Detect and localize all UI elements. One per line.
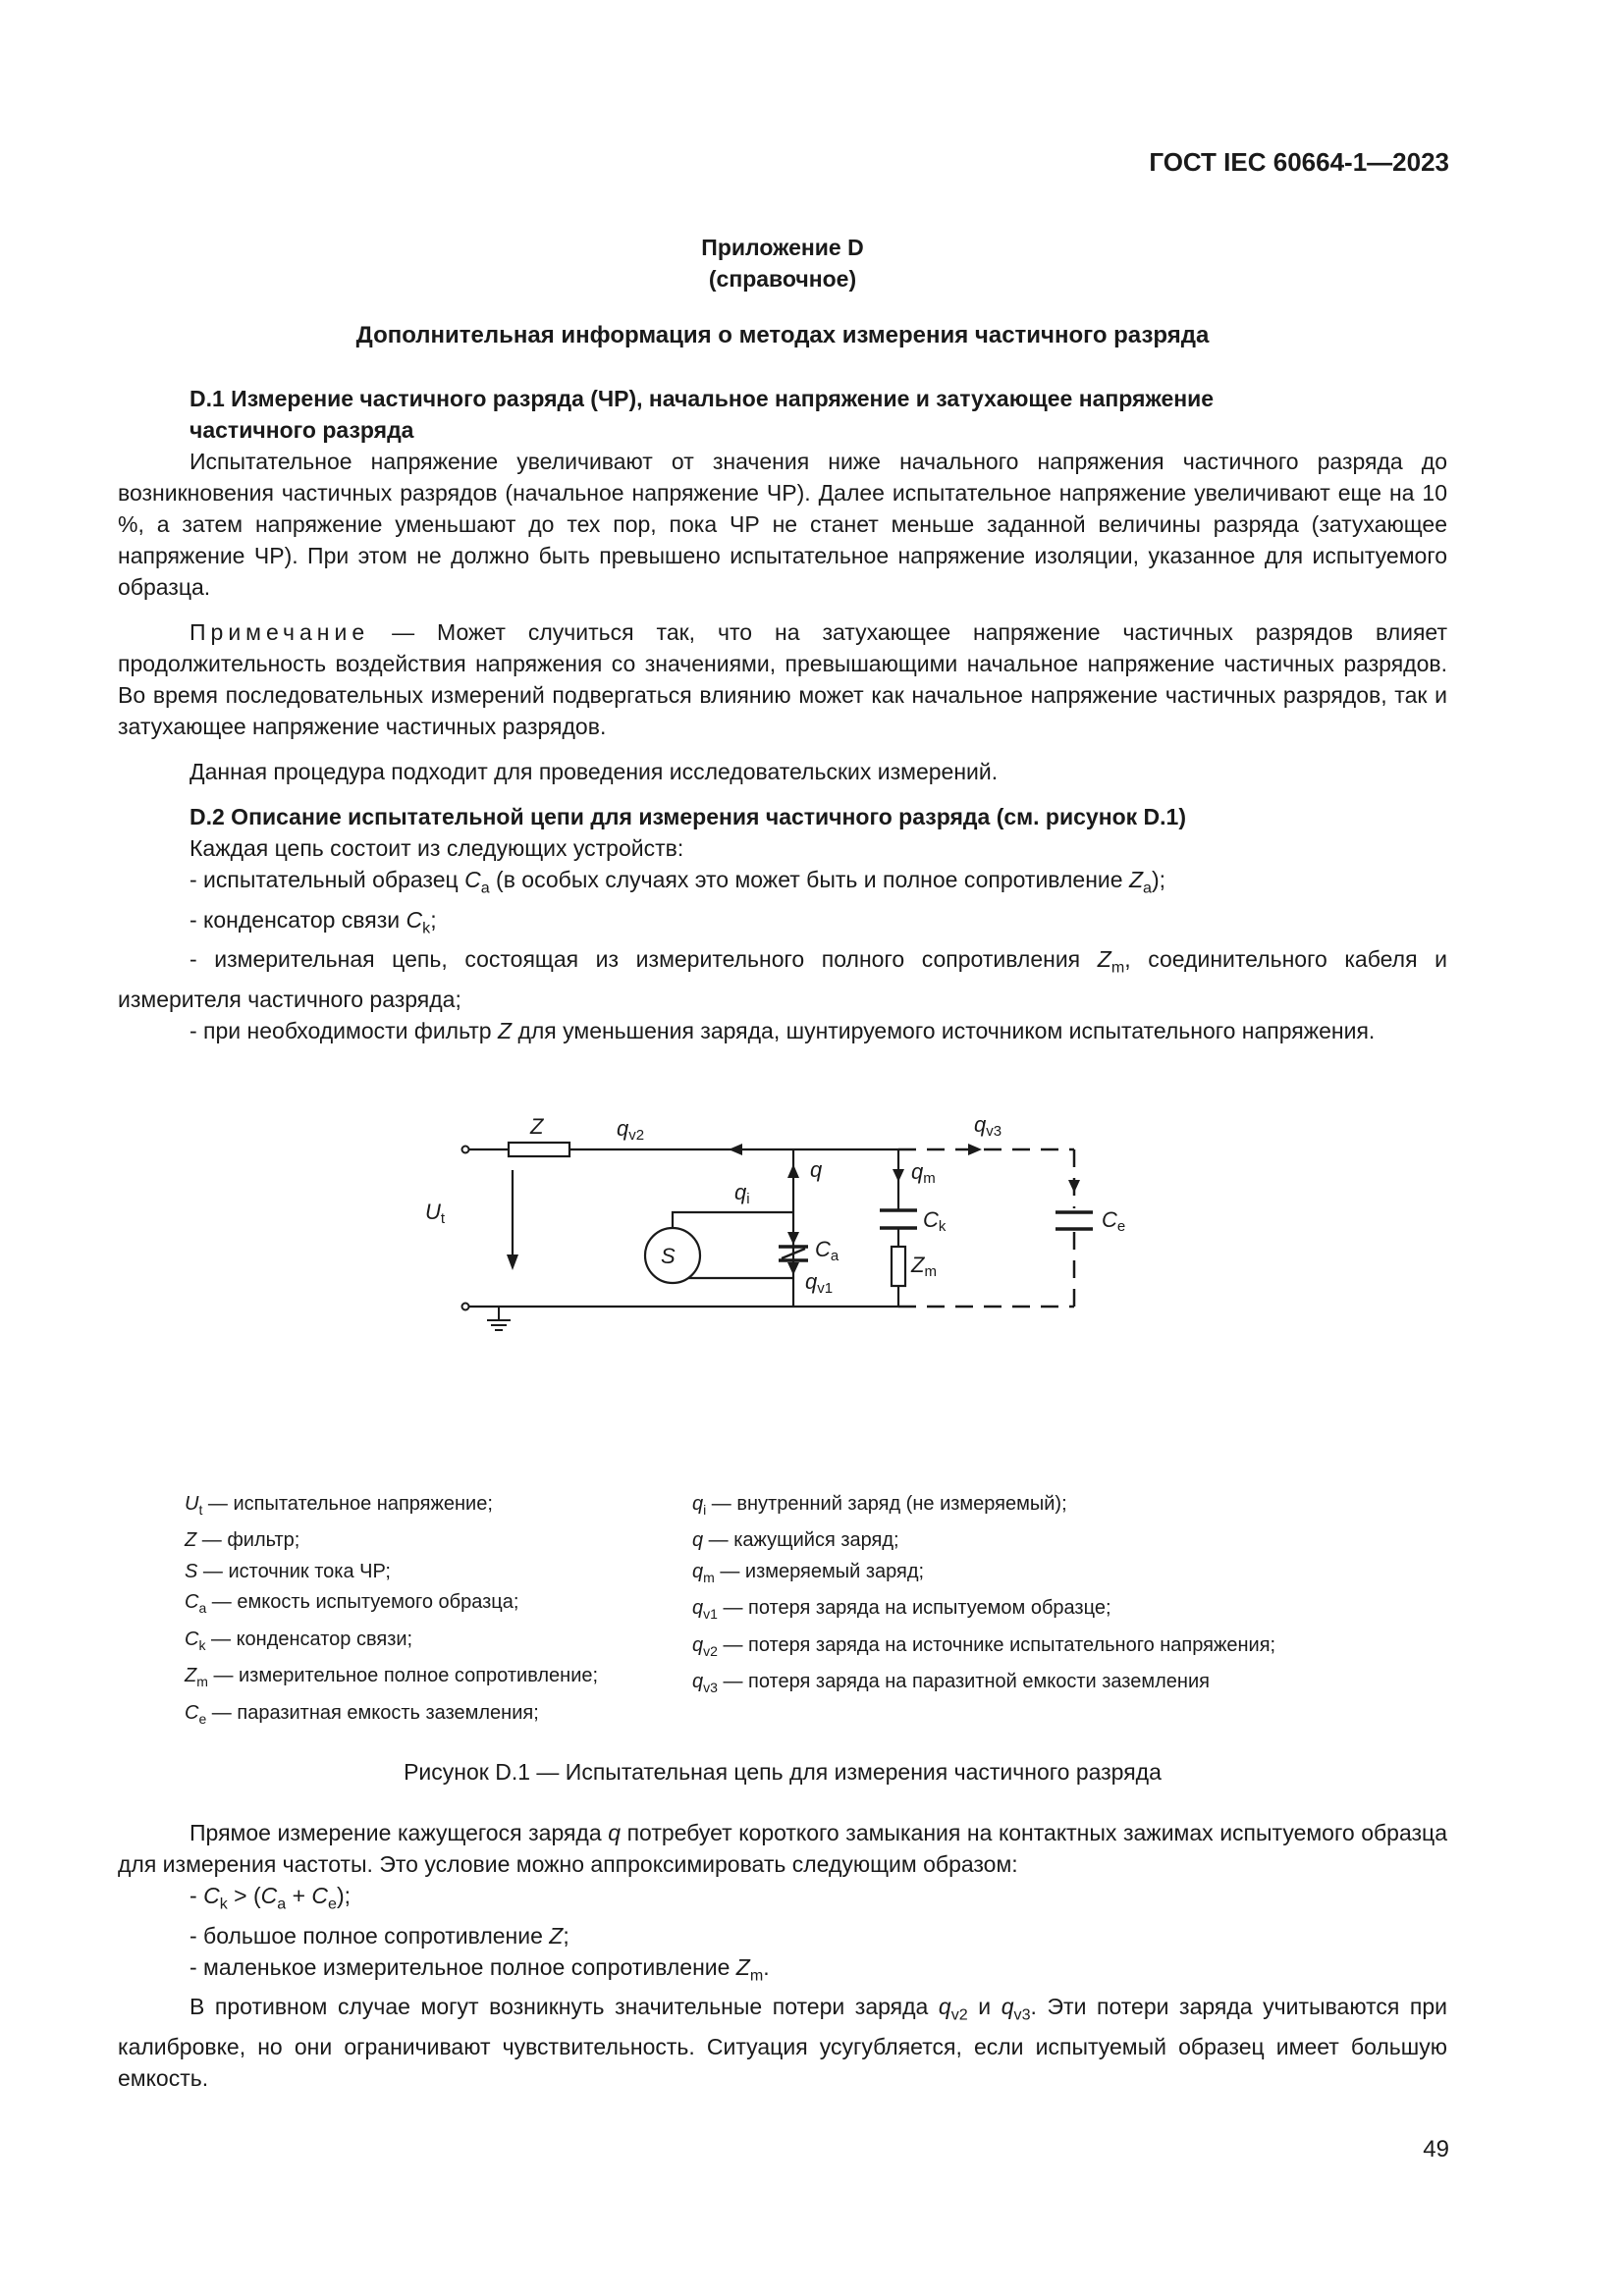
svg-text:Z: Z <box>530 1113 544 1139</box>
svg-text:Ck: Ck <box>923 1206 947 1235</box>
svg-text:qi: qi <box>734 1179 750 1207</box>
svg-text:S: S <box>661 1243 676 1268</box>
d1-title-line2: частичного разряда <box>189 417 414 443</box>
circuit-diagram <box>118 1082 1447 1469</box>
legend-item: S — источник тока ЧР; <box>185 1560 391 1582</box>
d2-item-1: - испытательный образец $C_a$ (в особых случаях это может быть и полное сопротивление $Z_a$); <box>189 867 1166 897</box>
terminal-top <box>462 1146 469 1152</box>
annex-type: (справочное) <box>708 266 857 292</box>
measuring-impedance <box>892 1247 905 1286</box>
condition-3: - маленькое измерительное полное сопротивление $Z_m$. <box>189 1953 770 1985</box>
legend-column-2 <box>692 1489 1281 1735</box>
wires <box>465 1149 898 1307</box>
annex-title: Приложение D <box>701 235 864 260</box>
figure-caption: Рисунок D.1 — Испытательная цепь для измерения частичного разряда <box>404 1759 1162 1786</box>
svg-text:Zm: Zm <box>911 1252 937 1280</box>
stray-capacitor <box>1056 1212 1093 1229</box>
d2-intro: Каждая цепь состоит из следующих устройств: <box>189 835 684 861</box>
figure-legend <box>118 1489 1447 1735</box>
d1-paragraph-2: Данная процедура подходит для проведения исследовательских измерений. <box>189 759 999 784</box>
after-paragraph-2: В противном случае могут возникнуть значительные потери заряда $q_{v2}$ и $q_{v3}$. Эти потери заряда учитываются при калибровке, но они ограничивают чувствительность. Ситуация усугубляется, если испытуемый образец имеет большую емкость. <box>118 1994 1447 2092</box>
svg-text:qv1: qv1 <box>805 1268 834 1297</box>
svg-text:qm: qm <box>911 1158 936 1187</box>
legend-item: q — кажущийся заряд; <box>692 1529 899 1552</box>
filter-resistor <box>509 1143 569 1156</box>
d1-title-line1: D.1 Измерение частичного разряда (ЧР), начальное напряжение и затухающее напряжение <box>189 386 1215 411</box>
note-label: Примечание <box>189 619 370 645</box>
d1-paragraph-1: Испытательное напряжение увеличивают от значения ниже начального напряжения частичного разряда до возникновения частичных разрядов (начальное напряжение ЧР). Далее испытательное напряжение увеличивают еще на 10 %, а затем напряжение уменьшают до тех пор, пока ЧР не станет меньше заданной величины разряда (затухающее напряжение ЧР). При этом не должно быть превышено испытательное напряжение изоляции, указанное для испытуемого образца. <box>118 449 1447 600</box>
d2-item-4: - при необходимости фильтр Z для уменьшения заряда, шунтируемого источником испытательного напряжения. <box>189 1017 1376 1043</box>
svg-text:Ce: Ce <box>1102 1206 1126 1235</box>
condition-2: - большое полное сопротивление Z; <box>189 1922 569 1949</box>
legend-item: $C_k$ — конденсатор связи; <box>185 1628 413 1653</box>
d1-title <box>118 383 1447 446</box>
annex-heading: Дополнительная информация о методах измерения частичного разряда <box>355 322 1210 348</box>
legend-item: $Z_m$ — измерительное полное сопротивление; <box>185 1665 599 1690</box>
legend-item: $q_m$ — измеряемый заряд; <box>692 1560 925 1585</box>
d2-item-3: - измерительная цепь, состоящая из измерительного полного сопротивления $Z_m$, соединительного кабеля и измерителя частичного разряда; <box>118 946 1448 1012</box>
legend-item: Z — фильтр; <box>185 1529 300 1552</box>
svg-text:qv2: qv2 <box>617 1115 645 1144</box>
d1-note <box>118 616 1447 742</box>
svg-text:q: q <box>810 1156 823 1182</box>
legend-item: $q_{v3}$ — потеря заряда на паразитной емкости заземления <box>692 1671 1210 1696</box>
legend-item: $C_a$ — емкость испытуемого образца; <box>185 1591 519 1617</box>
legend-item: $q_{v2}$ — потеря заряда на источнике испытательного напряжения; <box>692 1633 1276 1659</box>
d2-title: D.2 Описание испытательной цепи для измерения частичного разряда (см. рисунок D.1) <box>189 804 1186 829</box>
legend-column-1 <box>185 1489 692 1735</box>
circuit-figure <box>118 1082 1447 1469</box>
d2-item-2: - конденсатор связи $C_k$; <box>189 906 437 937</box>
svg-text:Ut: Ut <box>425 1199 446 1227</box>
svg-text:qv3: qv3 <box>974 1111 1002 1140</box>
ground-symbol <box>487 1307 511 1330</box>
legend-item: $C_e$ — паразитная емкость заземления; <box>185 1701 539 1727</box>
after-paragraph-1: Прямое измерение кажущегося заряда q потребует короткого замыкания на контактных зажимах испытуемого образца для измерения частоты. Это условие можно аппроксимировать следующим образом: <box>118 1820 1448 1878</box>
legend-item: $U_t$ — испытательное напряжение; <box>185 1492 493 1518</box>
coupling-capacitor <box>880 1210 917 1228</box>
legend-item: $q_i$ — внутренний заряд (не измеряемый); <box>692 1492 1067 1518</box>
note-text: — Может случиться так, что на затухающее напряжение частичных разрядов влияет продолжительность воздействия напряжения со значениями, превышающими начальное напряжение частичных разрядов. Во время последовательных измерений подвергаться влиянию может как начальное напряжение частичных разрядов, так и затухающее напряжение частичных разрядов. <box>118 619 1447 739</box>
page-content <box>118 232 1447 2094</box>
standard-header: ГОСТ IEC 60664-1—2023 <box>1149 147 1449 177</box>
legend-item: $q_{v1}$ — потеря заряда на испытуемом образце; <box>692 1597 1111 1623</box>
condition-1: - $C_k > (C_a + C_e)$; <box>189 1883 352 1913</box>
terminal-bottom <box>462 1303 469 1309</box>
circuit-labels <box>425 1112 1125 1297</box>
svg-text:Ca: Ca <box>815 1236 839 1264</box>
page-number: 49 <box>1423 2136 1449 2163</box>
